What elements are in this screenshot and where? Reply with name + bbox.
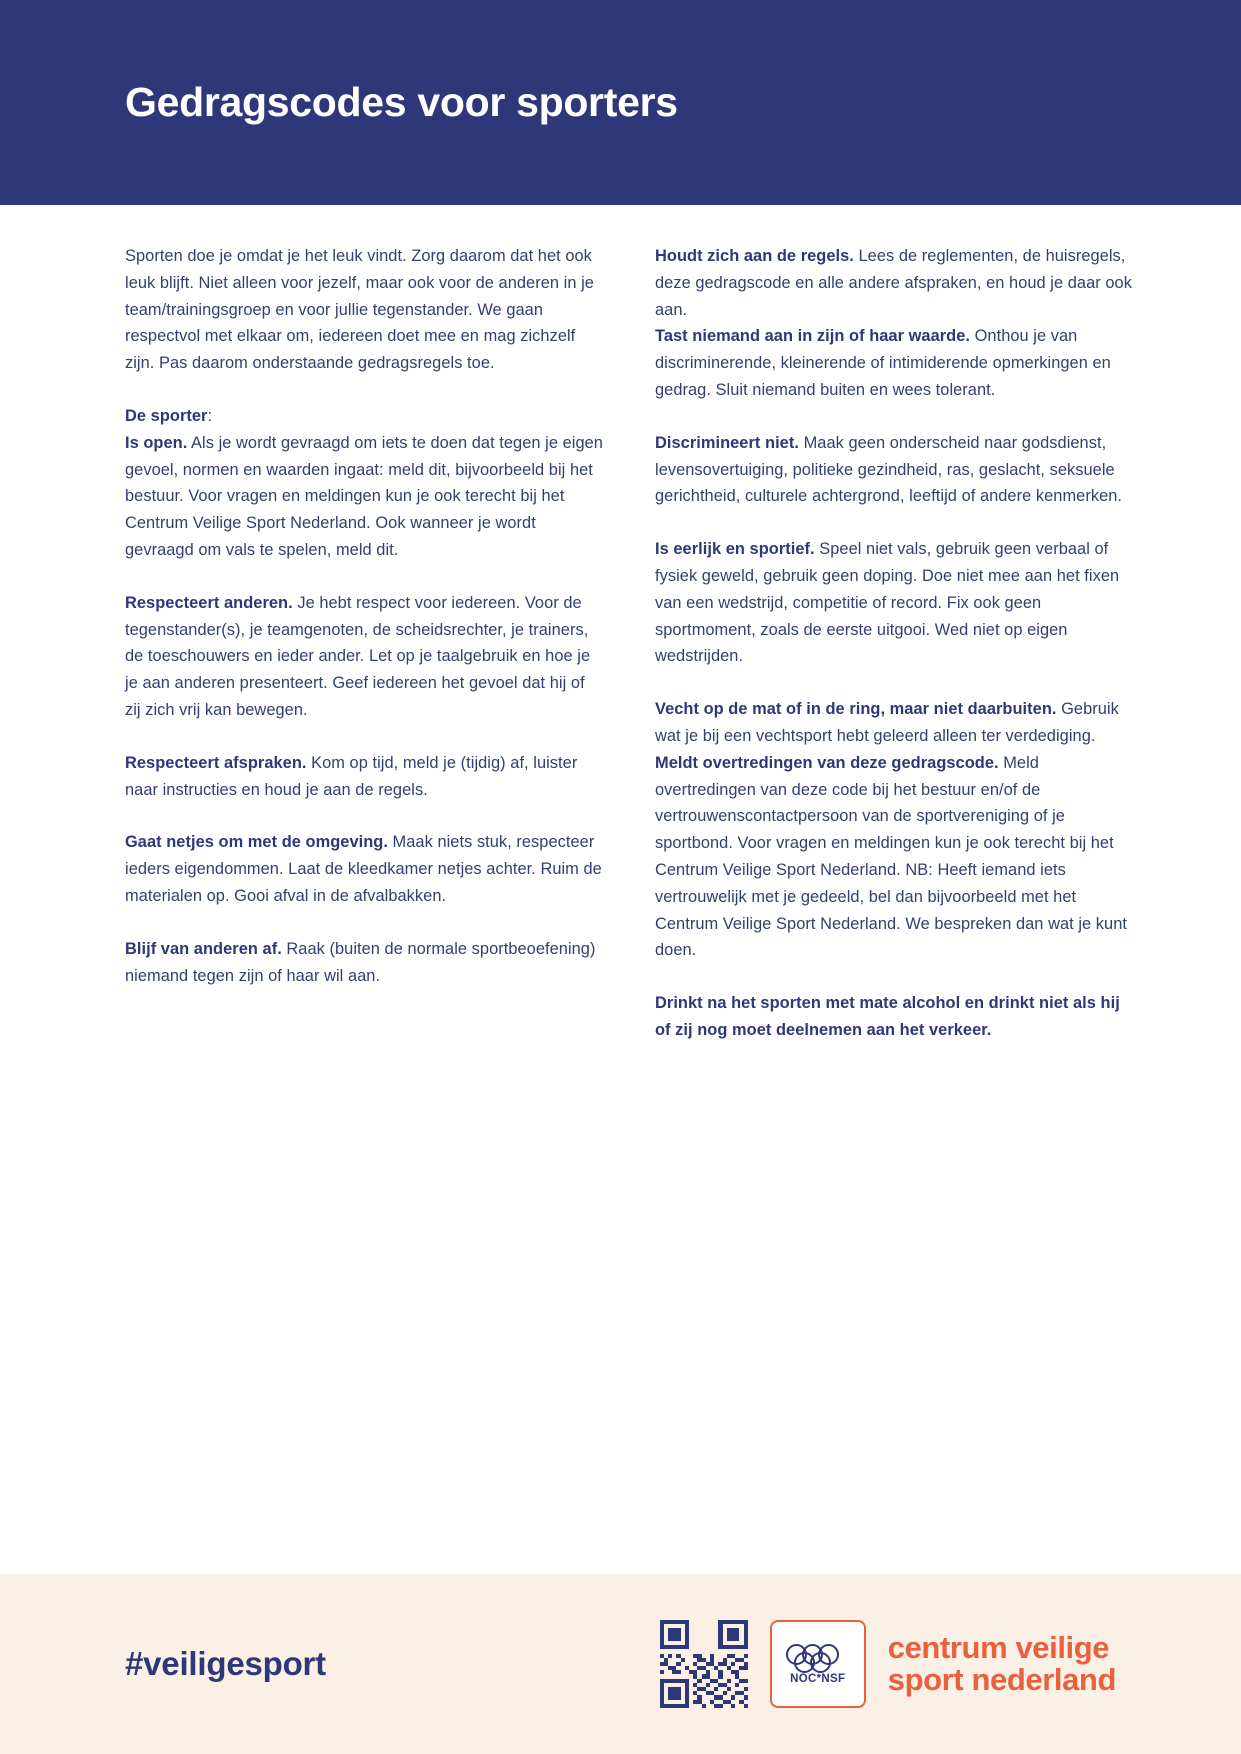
left-column xyxy=(125,243,603,989)
centrum-veilige-sport-logo xyxy=(888,1632,1116,1695)
paragraph-lead: Discrimineert niet. xyxy=(655,433,799,452)
paragraph-houdt-zich-aan-de-regels xyxy=(655,243,1133,323)
paragraph-respecteert-anderen xyxy=(125,590,603,724)
logo-line-1: centrum veilige xyxy=(887,1630,1110,1666)
paragraph-lead: Drinkt na het sporten met mate alcohol en drinkt niet als hij of zij nog moet deelnemen aan het verkeer. xyxy=(655,994,1120,1039)
paragraph-text: Sporten doe je omdat je het leuk vindt. Zorg daarom dat het ook leuk blijft. Niet alleen voor jezelf, maar ook voor de anderen in je team/trainingsgroep en voor jullie tegenstander. We gaan respectvol met elkaar om, iedereen doet mee en mag zichzelf zijn. Pas daarom onderstaande gedragsregels toe. xyxy=(125,247,594,373)
content-area xyxy=(0,205,1241,1574)
paragraph-blijf-van-anderen-af xyxy=(125,936,603,990)
nocnsf-logo xyxy=(770,1620,866,1708)
paragraph-lead: Meldt overtredingen van deze gedragscode. xyxy=(655,753,999,772)
paragraph-intro xyxy=(125,243,603,377)
paragraph-text: Gebruik wat je bij een vechtsport hebt geleerd alleen ter verdediging. xyxy=(655,700,1119,745)
paragraph-text: Speel niet vals, gebruik geen verbaal of fysiek geweld, gebruik geen doping. Doe niet mee aan het fixen van een wedstrijd, competitie of record. Fix ook geen sportmoment, zoals de eerste uitgooi. Wed niet op eigen wedstrijden. xyxy=(655,540,1120,666)
paragraph-text: Als je wordt gevraagd om iets te doen dat tegen je eigen gevoel, normen en waarden ingaat: meld dit, bijvoorbeeld bij het bestuur. Voor vragen en meldingen kun je ook terecht bij het Centrum Veilige Sport Nederland. Ook wanneer je wordt gevraagd om vals te spelen, meld dit. xyxy=(125,433,603,559)
paragraph-lead: Is open. xyxy=(125,433,188,452)
logo-line-2: sport nederland xyxy=(887,1662,1116,1697)
right-column xyxy=(655,243,1133,1044)
paragraph-lead: Blijf van anderen af. xyxy=(125,939,282,958)
paragraph-is-open xyxy=(125,430,603,564)
paragraph-discrimineert-niet xyxy=(655,430,1133,510)
paragraph-text: Meld overtredingen van deze code bij het bestuur en/of de vertrouwenscontactpersoon van de sportvereniging of je sportbond. Voor vragen en meldingen kun je ook terecht bij het Centrum Veilige Sport Nederland. NB: Heeft iemand iets vertrouwelijk met je gedeeld, bel dan bijvoorbeeld met het Centrum Veilige Sport Nederland. We bespreken dan wat je kunt doen. xyxy=(655,753,1127,960)
paragraph-text: Lees de reglementen, de huisregels, deze gedragscode en alle andere afspraken, en houd je daar ook aan. xyxy=(655,247,1132,319)
page-footer xyxy=(0,1574,1241,1754)
qr-code-icon xyxy=(660,1620,748,1708)
page-title: Gedragscodes voor sporters xyxy=(125,78,678,125)
paragraph-text: Onthou je van discriminerende, kleinerende of intimiderende opmerkingen en gedrag. Sluit niemand buiten en wees tolerant. xyxy=(655,327,1111,399)
paragraph-lead: Respecteert afspraken. xyxy=(125,753,307,772)
paragraph-text: Maak niets stuk, respecteer ieders eigendommen. Laat de kleedkamer netjes achter. Ruim de materialen op. Gooi afval in de afvalbakken. xyxy=(125,833,602,905)
paragraph-lead: Tast niemand aan in zijn of haar waarde. xyxy=(655,327,971,346)
olympic-rings-icon xyxy=(786,1644,850,1670)
paragraph-text: Maak geen onderscheid naar godsdienst, levensovertuiging, politieke gezindheid, ras, geslacht, seksuele gerichtheid, culturele achtergrond, leeftijd of andere kenmerken. xyxy=(655,433,1123,506)
paragraph-lead: Respecteert anderen. xyxy=(125,593,293,612)
paragraph-lead: Gaat netjes om met de omgeving. xyxy=(125,833,388,852)
paragraph-text: Je hebt respect voor iedereen. Voor de tegenstander(s), je teamgenoten, de scheidsrechter, je trainers, de toeschouwers en ieder ander. Let op je taalgebruik en hoe je je aan anderen presenteert. Geef iedereen het gevoel dat hij of zij zich vrij kan bewegen. xyxy=(125,593,591,719)
paragraph-text: : xyxy=(207,406,213,425)
paragraph-lead: Houdt zich aan de regels. xyxy=(655,247,854,265)
paragraph-respecteert-afspraken xyxy=(125,750,603,804)
paragraph-vecht-op-de-mat xyxy=(655,696,1133,750)
paragraph-de-sporter xyxy=(125,403,603,430)
paragraph-lead: Is eerlijk en sportief. xyxy=(655,540,815,559)
page-header xyxy=(0,0,1241,205)
paragraph-text: Raak (buiten de normale sportbeoefening) niemand tegen zijn of haar wil aan. xyxy=(125,939,596,985)
paragraph-lead: De sporter xyxy=(125,406,208,425)
paragraph-text: Kom op tijd, meld je (tijdig) af, luister naar instructies en houd je aan de regels. xyxy=(125,753,578,799)
footer-logos xyxy=(660,1620,1116,1708)
nocnsf-label: NOC*NSF xyxy=(790,1672,846,1685)
paragraph-is-eerlijk-en-sportief xyxy=(655,536,1133,670)
paragraph-meldt-overtredingen xyxy=(655,750,1133,964)
paragraph-gaat-netjes-om xyxy=(125,829,603,909)
paragraph-lead: Vecht op de mat of in de ring, maar niet daarbuiten. xyxy=(655,700,1057,719)
hashtag-veiligesport: #veiligesport xyxy=(125,1645,326,1682)
paragraph-tast-niemand-aan xyxy=(655,323,1133,403)
paragraph-drinkt-met-mate xyxy=(655,990,1133,1044)
